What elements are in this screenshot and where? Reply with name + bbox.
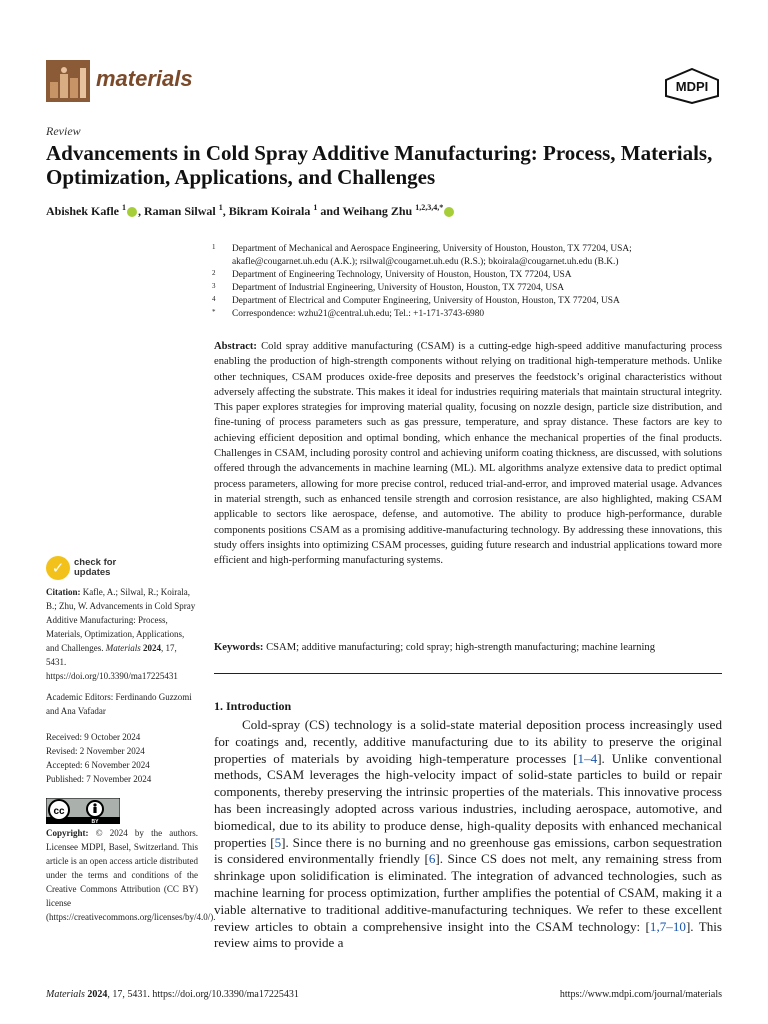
abstract xyxy=(214,339,722,568)
revised-date: Revised: 2 November 2024 xyxy=(46,746,145,756)
check-for-updates-button[interactable] xyxy=(46,556,166,580)
affiliation-text: Correspondence: wzhu21@central.uh.edu; Tel.: +1-171-3743-6980 xyxy=(232,309,485,319)
orcid-icon[interactable] xyxy=(127,207,137,217)
copyright-text: © 2024 by the authors. Licensee MDPI, Basel, Switzerland. This article is an open access article distributed under the terms and conditions of the Creative Commons Attribution (CC BY) license (https://creativecommons.org/licenses/by/4.0/). xyxy=(46,828,216,922)
affiliation-marker: 3 xyxy=(212,282,216,290)
mdpi-logo-icon xyxy=(664,68,720,104)
published-date: Published: 7 November 2024 xyxy=(46,774,152,784)
check-updates-line2: updates xyxy=(74,567,111,578)
footer-year: 2024 xyxy=(87,989,108,1000)
journal-logo-icon xyxy=(46,60,90,102)
citation-link[interactable]: 5 xyxy=(274,834,282,850)
affiliation-marker: 2 xyxy=(212,269,216,277)
footer-journal-url[interactable]: https://www.mdpi.com/journal/materials xyxy=(559,989,722,1000)
affiliation-list xyxy=(210,243,730,321)
affiliation-marker: * xyxy=(212,308,216,316)
divider xyxy=(214,673,722,674)
journal-name: materials xyxy=(96,66,193,91)
copyright-block xyxy=(46,826,216,924)
author-list xyxy=(46,203,455,219)
citation-link[interactable]: 1–4 xyxy=(577,750,598,766)
author-name: Raman Silwal xyxy=(144,204,219,218)
cc-by-label: BY xyxy=(91,819,99,824)
citation-link[interactable]: 6 xyxy=(428,851,436,867)
author-name: Abishek Kafle xyxy=(46,204,123,218)
intro-text-4: ]. Since CS does not melt, any remaining stress from shrinkage upon solidification is eliminated. The integration of advanced technologies, such as machine learning for process optimization, further amplifies the potential of CSAM, making it a viable alternative to traditional additive-manufacturing techniques. We refer to these excellent review articles to obtain a comprehensive insight into the CSAM technology: [ xyxy=(214,851,722,934)
author-affiliation-marker: 1 xyxy=(313,203,318,212)
affiliation-text: Department of Electrical and Computer Engineering, University of Houston, Houston, TX 77204, USA xyxy=(232,296,620,306)
accepted-date: Accepted: 6 November 2024 xyxy=(46,760,150,770)
author-affiliation-marker: 1,2,3,4,* xyxy=(415,203,444,212)
article-type: Review xyxy=(46,124,81,138)
orcid-icon[interactable] xyxy=(444,207,454,217)
footer-citation xyxy=(46,989,299,1000)
introduction-paragraph xyxy=(214,717,722,952)
author-separator: , xyxy=(222,204,229,218)
copyright-label: Copyright: xyxy=(46,828,89,838)
citation-journal: Materials xyxy=(105,643,141,653)
affiliation-item xyxy=(210,308,730,321)
citation-text: Kafle, A.; Silwal, R.; Koirala, B.; Zhu, W. Advancements in Cold Spray Additive Manufacturing: Process, Materials, Optimization, Applications, and Challenges. xyxy=(46,587,196,653)
section-heading: 1. Introduction xyxy=(214,699,292,713)
affiliation-marker: 1 xyxy=(212,243,216,251)
author-separator: , xyxy=(138,204,145,218)
received-date: Received: 9 October 2024 xyxy=(46,732,141,742)
check-updates-line1: check for xyxy=(74,557,117,568)
intro-text-2: ]. Unlike conventional methods, CSAM leverages the high-velocity impact of solid-state particles to build or repair components, thereby preserving the intrinsic properties of the materials. This innovative process has been increasingly adopted across various industries, including aerospace, automotive, and biomedical, due to its ability to produce dense, high-quality deposits with enhanced mechanical properties [ xyxy=(214,750,722,850)
intro-text-5: ]. This review aims to provide a xyxy=(214,918,722,951)
citation-year: 2024 xyxy=(143,643,161,653)
author-separator: and xyxy=(317,204,343,218)
affiliation-marker: 4 xyxy=(212,295,216,303)
academic-editors: Academic Editors: Ferdinando Guzzomi and Ana Vafadar xyxy=(46,692,192,716)
citation-link[interactable]: 1,7–10 xyxy=(649,918,686,934)
svg-text:cc: cc xyxy=(53,806,65,817)
affiliation-item xyxy=(210,282,730,295)
citation-label: Citation: xyxy=(46,587,81,597)
article-title: Advancements in Cold Spray Additive Manufacturing: Process, Materials, Optimization, Applications, and Challenges xyxy=(46,141,713,189)
affiliation-item xyxy=(210,243,730,269)
citation-block xyxy=(46,585,198,683)
affiliation-text: Department of Mechanical and Aerospace Engineering, University of Houston, Houston, TX 77204, USA; akafle@cougarnet.uh.edu (A.K.); rsilwal@cougarnet.uh.edu (R.S.); bkoirala@cougarnet.uh.edu (B.K.) xyxy=(232,244,632,267)
author-name: Bikram Koirala xyxy=(228,204,314,218)
publisher-name: MDPI xyxy=(675,79,709,94)
author-affiliation-marker: 1 xyxy=(218,203,223,212)
keywords xyxy=(214,640,722,655)
affiliation-text: Department of Industrial Engineering, University of Houston, Houston, TX 77204, USA xyxy=(232,283,565,293)
affiliation-item xyxy=(210,295,730,308)
abstract-text: Cold spray additive manufacturing (CSAM) is a cutting-edge high-speed additive manufacturing process enabling the production of high-strength components without relying on traditional high-temperature methods. Unlike other techniques, CSAM produces oxide-free deposits and preserves the feedstock’s original characteristics without adversely affecting the substrate. This makes it ideal for industries requiring materials that maintain structural integrity. This paper explores strategies for improving material quality, focusing on nozzle design, particle size distribution, and fine-tuning of process parameters such as gas pressure, temperature, and spray distance. These factors are key to achieving efficient deposition and optimal bonding, which enhance the mechanical properties of the final products. Challenges in CSAM, including porosity control and achieving uniform coating thickness, are discussed, with solutions offered through the advancements in machine learning (ML). ML algorithms analyze extensive data to predict optimal process parameters, allowing for more precise control, reduced trial-and-error, and improved material usage. Advances in material strength, such as enhanced tensile strength and corrosion resistance, are also highlighted, making CSAM applicable to sectors like aerospace, defense, and automotive. The ability to produce high-performance, durable components positions CSAM as a promising additive-manufacturing technology. By addressing these innovations, this study offers insights into optimizing CSAM processes, guiding future research and industrial applications toward more efficient and high-performing manufacturing systems. xyxy=(214,341,722,567)
intro-text-1: Cold-spray (CS) technology is a solid-state material deposition process increasingly used for coatings and, recently, additive manufacturing due to its ability to preserve the original properties of materials by avoiding high-temperature processes [ xyxy=(214,717,722,766)
publication-dates xyxy=(46,730,198,786)
footer-journal: Materials xyxy=(46,989,85,1000)
footer-doi[interactable]: , 17, 5431. https://doi.org/10.3390/ma17225431 xyxy=(107,989,299,1000)
cc-by-license-icon[interactable] xyxy=(46,798,120,824)
keywords-label: Keywords: xyxy=(214,642,264,653)
abstract-label: Abstract: xyxy=(214,341,257,352)
intro-text-3: ]. Since there is no burning and no greenhouse gas emissions, carbon sequestration is considered environmentally friendly [ xyxy=(214,834,722,867)
affiliation-text: Department of Engineering Technology, University of Houston, Houston, TX 77204, USA xyxy=(232,270,572,280)
keywords-text: CSAM; additive manufacturing; cold spray; high-strength manufacturing; machine learning xyxy=(266,642,656,653)
author-name: Weihang Zhu xyxy=(342,204,416,218)
affiliation-item xyxy=(210,269,730,282)
author-affiliation-marker: 1 xyxy=(122,203,127,212)
check-icon: ✓ xyxy=(46,556,70,580)
citation-rest[interactable]: , 17, 5431. https://doi.org/10.3390/ma17225431 xyxy=(46,643,178,681)
